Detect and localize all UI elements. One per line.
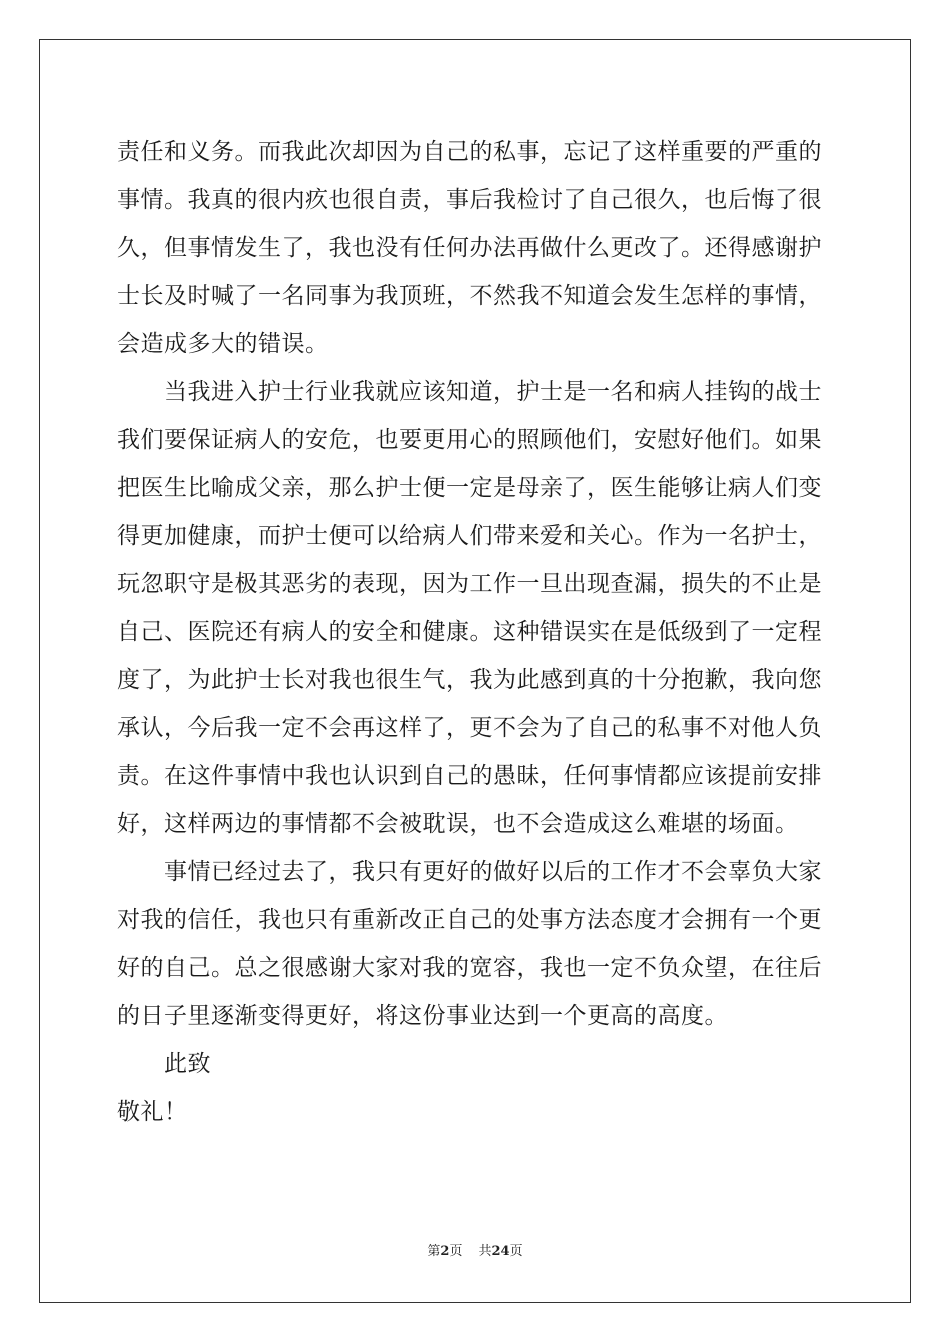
text-line: 此致 (164, 1051, 211, 1077)
text-line: 责。在这件事情中我也认识到自己的愚昧，任何事情都应该提前安排 (117, 763, 822, 789)
total-suffix: 页 (509, 1244, 523, 1259)
text-line: 事情。我真的很内疚也很自责，事后我检讨了自己很久，也后悔了很 (117, 187, 822, 213)
page-footer (0, 1244, 950, 1260)
text-line: 责任和义务。而我此次却因为自己的私事，忘记了这样重要的严重的 (117, 139, 822, 165)
text-line: 的日子里逐渐变得更好，将这份事业达到一个更高的高度。 (117, 1003, 728, 1029)
document-body (117, 128, 837, 1136)
text-line: 敬礼！ (117, 1099, 188, 1125)
text-line: 会造成多大的错误。 (117, 331, 329, 357)
text-line: 士长及时喊了一名同事为我顶班，不然我不知道会发生怎样的事情， (117, 283, 822, 309)
text-line: 得更加健康，而护士便可以给病人们带来爱和关心。作为一名护士， (117, 523, 822, 549)
text-line: 对我的信任，我也只有重新改正自己的处事方法态度才会拥有一个更 (117, 907, 822, 933)
page-prefix: 第 (427, 1244, 441, 1259)
text-line: 好，这样两边的事情都不会被耽误，也不会造成这么难堪的场面。 (117, 811, 799, 837)
text-line: 自己、医院还有病人的安全和健康。这种错误实在是低级到了一定程 (117, 619, 822, 645)
text-line: 玩忽职守是极其恶劣的表现，因为工作一旦出现查漏，损失的不止是 (117, 571, 822, 597)
text-line: 度了，为此护士长对我也很生气，我为此感到真的十分抱歉，我向您 (117, 667, 822, 693)
total-prefix: 共 (478, 1244, 492, 1259)
text-line: 把医生比喻成父亲，那么护士便一定是母亲了，医生能够让病人们变 (117, 475, 822, 501)
page-suffix: 页 (449, 1244, 463, 1259)
text-line: 当我进入护士行业我就应该知道，护士是一名和病人挂钩的战士 (164, 379, 822, 405)
text-line: 我们要保证病人的安危，也要更用心的照顾他们，安慰好他们。如果 (117, 427, 822, 453)
text-line: 事情已经过去了，我只有更好的做好以后的工作才不会辜负大家 (164, 859, 822, 885)
total-pages: 24 (491, 1244, 510, 1259)
page-number: 2 (440, 1244, 450, 1259)
text-line: 久，但事情发生了，我也没有任何办法再做什么更改了。还得感谢护 (117, 235, 822, 261)
text-line: 承认，今后我一定不会再这样了，更不会为了自己的私事不对他人负 (117, 715, 822, 741)
text-line: 好的自己。总之很感谢大家对我的宽容，我也一定不负众望，在往后 (117, 955, 822, 981)
